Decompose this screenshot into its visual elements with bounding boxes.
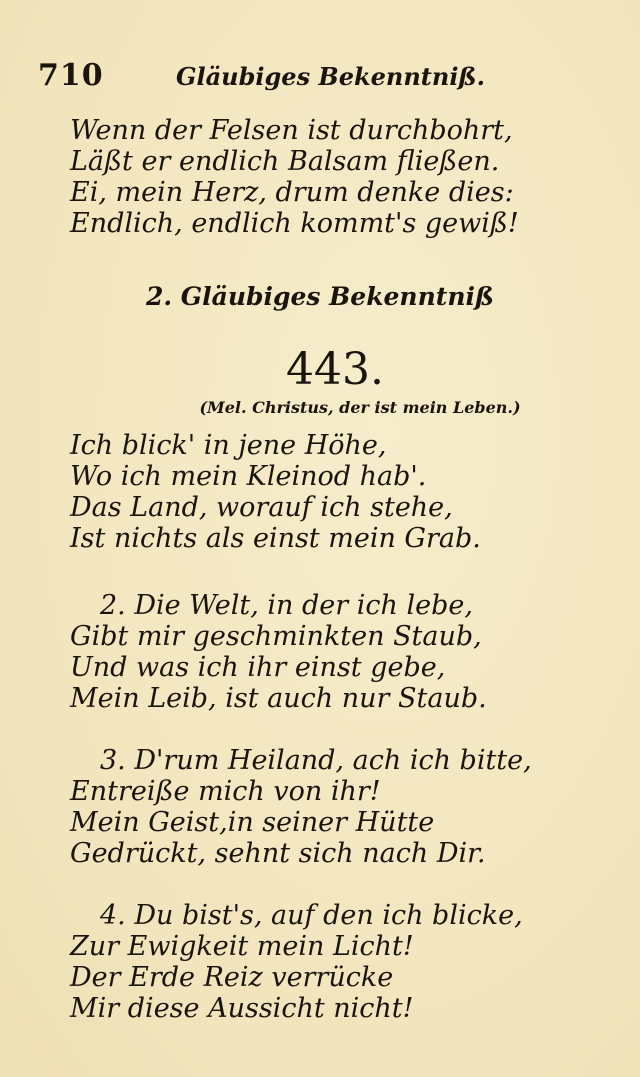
running-head: Gläubiges Bekenntniß. <box>176 62 486 91</box>
verse-line: Endlich, endlich kommt's gewiß! <box>70 208 519 239</box>
verse-line: Ei, mein Herz, drum denke dies: <box>70 177 514 208</box>
section-title: 2. Gläubiges Bekenntniß <box>146 282 494 311</box>
melody-note: (Mel. Christus, der ist mein Leben.) <box>199 398 521 417</box>
stanza-3 <box>70 745 590 869</box>
verse-line: Mir diese Aussicht nicht! <box>70 993 414 1024</box>
verse-line: Das Land, worauf ich stehe, <box>70 492 453 523</box>
verse-line: Ist nichts als einst mein Grab. <box>70 523 481 554</box>
stanza-4 <box>70 900 590 1024</box>
verse-line: Ich blick' in jene Höhe, <box>70 430 387 461</box>
hymn-number: 443. <box>286 344 384 395</box>
verse-line: Der Erde Reiz verrücke <box>70 962 394 993</box>
verse-line: Gedrückt, sehnt sich nach Dir. <box>70 838 486 869</box>
verse-line: Wenn der Felsen ist durchbohrt, <box>70 115 513 146</box>
verse-line: Und was ich ihr einst gebe, <box>70 652 446 683</box>
previous-hymn-stanza <box>70 115 590 239</box>
verse-line: Mein Leib, ist auch nur Staub. <box>70 683 487 714</box>
verse-line: Zur Ewigkeit mein Licht! <box>70 931 414 962</box>
page-header <box>38 58 598 98</box>
page-number: 710 <box>38 58 104 93</box>
verse-line: Entreiße mich von ihr! <box>70 776 381 807</box>
verse-line: Wo ich mein Kleinod hab'. <box>70 461 427 492</box>
stanza-2 <box>70 590 590 714</box>
stanza-1 <box>70 430 590 554</box>
verse-line: Läßt er endlich Balsam fließen. <box>70 146 500 177</box>
verse-line: Mein Geist,in seiner Hütte <box>70 807 435 838</box>
verse-line: 3. D'rum Heiland, ach ich bitte, <box>100 745 532 776</box>
verse-line: Gibt mir geschminkten Staub, <box>70 621 482 652</box>
verse-line: 2. Die Welt, in der ich lebe, <box>100 590 473 621</box>
verse-line: 4. Du bist's, auf den ich blicke, <box>100 900 523 931</box>
